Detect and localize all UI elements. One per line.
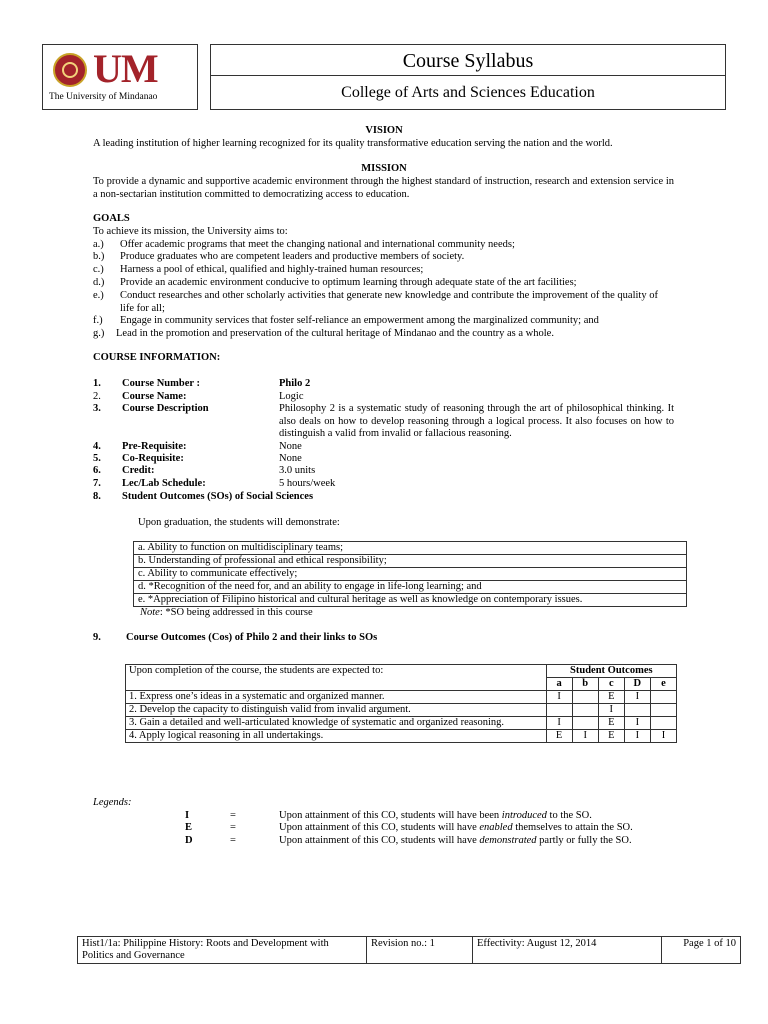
header-title-box — [210, 44, 726, 110]
student-outcomes-header: Student Outcomes — [546, 665, 676, 678]
vision-text: A leading institution of higher learning recognized for its quality transformative education serving the nation and the world. — [93, 138, 613, 149]
credit-value: 3.0 units — [279, 465, 316, 476]
legend-text: Upon attainment of this CO, students will have been introduced to the SO. — [279, 810, 592, 821]
item-number: 6. — [93, 465, 101, 476]
mark-cell: I — [624, 691, 650, 704]
page-subtitle: College of Arts and Sciences Education — [341, 84, 595, 101]
list-item: d.) — [93, 277, 105, 288]
mark-cell: I — [572, 730, 598, 743]
co-number: 9. — [93, 632, 101, 643]
so-cell: d. *Recognition of the need for, and an ability to engage in life-long learning; and — [134, 581, 687, 594]
student-outcomes-label: Student Outcomes (SOs) of Social Sciences — [122, 491, 314, 502]
logo-subtitle: The University of Mindanao — [49, 92, 158, 102]
table-row — [126, 704, 677, 717]
table-row — [134, 568, 687, 581]
goals-intro: To achieve its mission, the University aims to: — [93, 226, 288, 237]
so-note — [140, 607, 313, 620]
co-intro-cell: Upon completion of the course, the students are expected to: — [126, 665, 547, 691]
course-info-heading: COURSE INFORMATION: — [93, 352, 221, 363]
item-number: 3. — [93, 403, 101, 414]
mission-text: To provide a dynamic and supportive academic environment through the highest standard of instruction, research and extension service in a non-sectarian institution committed to democratizing access to education. — [93, 176, 674, 200]
seal-icon — [53, 53, 87, 87]
goals-heading: GOALS — [93, 213, 130, 224]
mark-cell: I — [624, 730, 650, 743]
course-outcomes-table — [125, 664, 677, 743]
prerequisite-label: Pre-Requisite: — [122, 441, 187, 452]
legend-equals: = — [230, 835, 236, 846]
legend-text: Upon attainment of this CO, students will have demonstrated partly or fully the SO. — [279, 835, 632, 846]
list-item: c.) — [93, 264, 104, 275]
list-item-text: Engage in community services that foster self-reliance an empowerment among the marginalized community; and — [120, 315, 599, 326]
list-item-text: Harness a pool of ethical, qualified and highly-trained human resources; — [120, 264, 424, 275]
so-cell: b. Understanding of professional and ethical responsibility; — [134, 555, 687, 568]
corequisite-label: Co-Requisite: — [122, 453, 184, 464]
table-row — [126, 691, 677, 704]
table-row — [126, 717, 677, 730]
co-text: 1. Express one’s ideas in a systematic and organized manner. — [126, 691, 547, 704]
table-row — [134, 594, 687, 607]
item-number: 7. — [93, 478, 101, 489]
mark-cell — [624, 704, 650, 717]
co-text: 4. Apply logical reasoning in all undertakings. — [126, 730, 547, 743]
item-number: 2. — [93, 391, 101, 402]
course-outcomes-heading: Course Outcomes (Cos) of Philo 2 and their links to SOs — [126, 632, 378, 643]
mark-cell: I — [598, 704, 624, 717]
co-text: 2. Develop the capacity to distinguish valid from invalid argument. — [126, 704, 547, 717]
list-item-text: Provide an academic environment conducive to optimum learning through adequate state of the art facilities; — [120, 277, 577, 288]
column-header: b — [572, 678, 598, 691]
list-item-text: Produce graduates who are competent leaders and productive members of society. — [120, 251, 465, 262]
table-row — [78, 937, 741, 964]
course-description-label: Course Description — [122, 403, 209, 414]
so-cell: a. Ability to function on multidisciplinary teams; — [134, 542, 687, 555]
footer-page-number: Page 1 of 10 — [662, 937, 741, 964]
schedule-label: Lec/Lab Schedule: — [122, 478, 206, 489]
university-logo — [42, 44, 198, 110]
list-item: b.) — [93, 251, 105, 262]
course-number-value: Philo 2 — [279, 378, 311, 389]
corequisite-value: None — [279, 453, 302, 464]
mark-cell — [572, 691, 598, 704]
mark-cell: I — [546, 717, 572, 730]
list-item: g.) — [93, 328, 105, 339]
list-item-text: Conduct researches and other scholarly activities that generate new knowledge and contribute the improvement of the quality of life for all; — [120, 290, 658, 314]
note-text: : *SO being addressed in this course — [159, 607, 313, 618]
footer-effectivity: Effectivity: August 12, 2014 — [473, 937, 662, 964]
course-name-value: Logic — [279, 391, 304, 402]
mission-heading: MISSION — [361, 163, 407, 174]
mark-cell — [572, 704, 598, 717]
course-name-label: Course Name: — [122, 391, 187, 402]
credit-label: Credit: — [122, 465, 155, 476]
table-row — [134, 581, 687, 594]
footer-course: Hist1/1a: Philippine History: Roots and Development with Politics and Governance — [78, 937, 367, 964]
table-row — [126, 665, 677, 678]
mark-cell: I — [624, 717, 650, 730]
list-item-text: Lead in the promotion and preservation of the cultural heritage of Mindanao and the country as a whole. — [116, 328, 554, 339]
table-row — [134, 542, 687, 555]
item-number: 8. — [93, 491, 101, 502]
legend-equals: = — [230, 810, 236, 821]
column-header: a — [546, 678, 572, 691]
mark-cell: E — [598, 717, 624, 730]
vision-heading: VISION — [365, 125, 403, 136]
legend-key: I — [185, 810, 190, 821]
list-item: e.) — [93, 290, 104, 301]
logo-text: UM — [93, 46, 158, 91]
mark-cell — [650, 704, 676, 717]
item-number: 5. — [93, 453, 101, 464]
column-header: e — [650, 678, 676, 691]
course-description-value: Philosophy 2 is a systematic study of reasoning through the art of philosophical thinking. It also deals on how to develop reasoning through a logical process. It also focuses on how to distinguish a valid from invalid or fallacious reasoning. — [279, 403, 674, 440]
list-item: f.) — [93, 315, 103, 326]
column-header: c — [598, 678, 624, 691]
legend-key: E — [185, 822, 193, 833]
mark-cell — [572, 717, 598, 730]
item-number: 1. — [93, 378, 101, 389]
so-cell: e. *Appreciation of Filipino historical and cultural heritage as well as knowledge on contemporary issues. — [134, 594, 687, 607]
legend-key: D — [185, 835, 193, 846]
co-text: 3. Gain a detailed and well-articulated knowledge of systematic and organized reasoning. — [126, 717, 547, 730]
student-outcomes-table — [133, 541, 687, 607]
table-row — [126, 730, 677, 743]
page-title: Course Syllabus — [402, 50, 534, 72]
list-item: a.) — [93, 239, 104, 250]
student-outcomes-intro: Upon graduation, the students will demonstrate: — [138, 517, 340, 528]
mark-cell: I — [546, 691, 572, 704]
page-footer — [77, 936, 741, 964]
mark-cell — [546, 704, 572, 717]
schedule-value: 5 hours/week — [279, 478, 336, 489]
mark-cell: E — [546, 730, 572, 743]
mark-cell: E — [598, 691, 624, 704]
list-item-text: Offer academic programs that meet the changing national and international community needs; — [120, 239, 515, 250]
legend-text: Upon attainment of this CO, students will have enabled themselves to attain the SO. — [279, 822, 633, 833]
mark-cell — [650, 691, 676, 704]
legends-heading: Legends: — [93, 797, 132, 808]
note-label: Note — [140, 607, 160, 618]
table-row — [134, 555, 687, 568]
mark-cell: I — [650, 730, 676, 743]
footer-revision: Revision no.: 1 — [367, 937, 473, 964]
mark-cell: E — [598, 730, 624, 743]
course-number-label: Course Number : — [122, 378, 200, 389]
so-cell: c. Ability to communicate effectively; — [134, 568, 687, 581]
column-header: D — [624, 678, 650, 691]
prerequisite-value: None — [279, 441, 302, 452]
mark-cell — [650, 717, 676, 730]
item-number: 4. — [93, 441, 101, 452]
legend-equals: = — [230, 822, 236, 833]
